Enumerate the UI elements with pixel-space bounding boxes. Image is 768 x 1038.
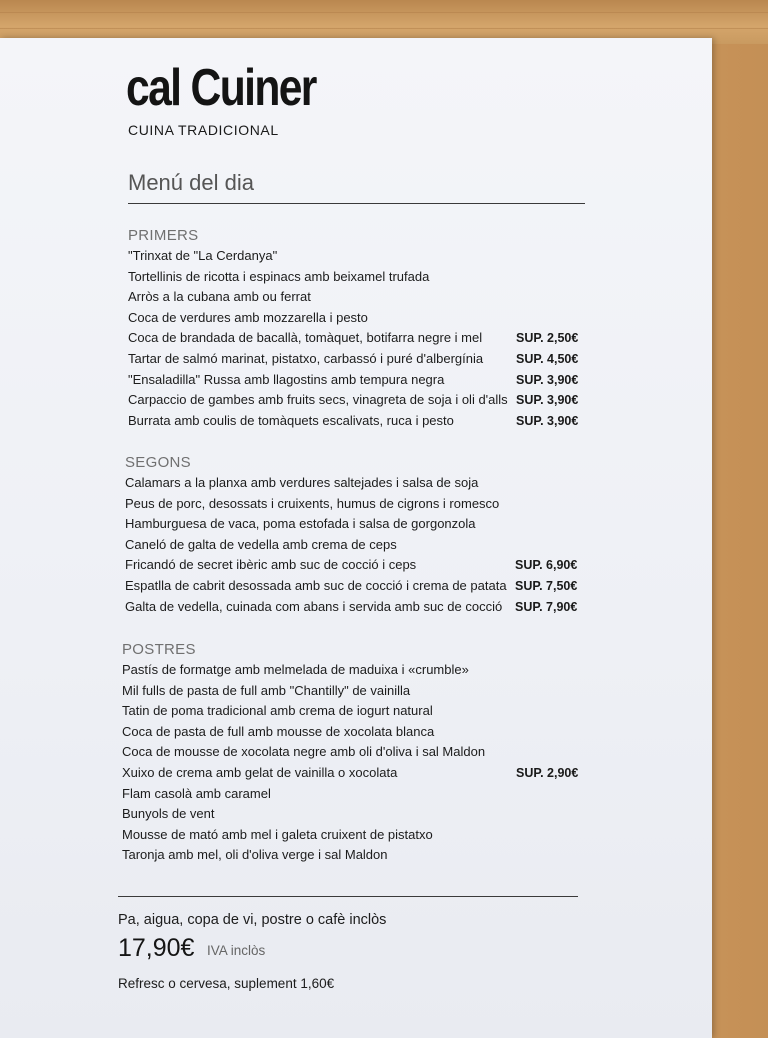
dish-name: Coca de brandada de bacallà, tomàquet, botifarra negre i mel bbox=[128, 330, 483, 346]
dish-item bbox=[128, 411, 608, 432]
dish-name: Fricandó de secret ibèric amb suc de cocció i ceps bbox=[125, 557, 417, 573]
dish-supplement: SUP. 2,50€ bbox=[516, 331, 579, 346]
dish-item bbox=[128, 246, 608, 267]
dish-item bbox=[122, 701, 602, 722]
dish-supplement: SUP. 3,90€ bbox=[516, 372, 579, 387]
dish-name: Tatin de poma tradicional amb crema de iogurt natural bbox=[122, 703, 433, 719]
section-title: SEGONS bbox=[125, 454, 191, 471]
dish-name: Pastís de formatge amb melmelada de maduixa i «crumble» bbox=[122, 662, 469, 677]
dish-list bbox=[122, 660, 602, 866]
dish-list bbox=[128, 246, 608, 431]
dish-name: Peus de porc, desossats i cruixents, humus de cigrons i romesco bbox=[125, 495, 500, 511]
footer-divider bbox=[118, 896, 578, 897]
dish-name: Espatlla de cabrit desossada amb suc de cocció i crema de patata bbox=[125, 577, 507, 593]
dish-item bbox=[128, 267, 608, 288]
dish-name: Coca de pasta de full amb mousse de xocolata blanca bbox=[122, 723, 435, 739]
dish-name: Galta de vedella, cuinada com abans i servida amb suc de cocció bbox=[125, 598, 503, 614]
dish-item bbox=[128, 328, 608, 349]
section-title: POSTRES bbox=[122, 641, 196, 658]
dish-name: Mil fulls de pasta de full amb "Chantilly" de vainilla bbox=[122, 682, 411, 698]
dish-item bbox=[128, 390, 608, 411]
dish-item bbox=[122, 804, 602, 825]
dish-supplement: SUP. 6,90€ bbox=[515, 558, 578, 573]
dish-name: "Trinxat de "La Cerdanya" bbox=[128, 248, 278, 263]
title-divider bbox=[128, 203, 585, 204]
dish-name: Coca de mousse de xocolata negre amb oli d'oliva i sal Maldon bbox=[122, 744, 486, 760]
dish-item bbox=[125, 555, 605, 576]
dish-name: Bunyols de vent bbox=[122, 806, 215, 822]
dish-item bbox=[122, 845, 602, 866]
restaurant-brand: cal Cuiner bbox=[126, 59, 316, 117]
dish-supplement: SUP. 3,90€ bbox=[516, 393, 579, 408]
dish-item bbox=[128, 308, 608, 329]
dish-item bbox=[128, 287, 608, 308]
dish-item bbox=[125, 473, 605, 494]
section-primers bbox=[128, 226, 608, 431]
dish-item bbox=[122, 681, 602, 702]
dish-list bbox=[125, 473, 605, 617]
dish-name: Xuixo de crema amb gelat de vainilla o xocolata bbox=[122, 764, 398, 780]
dish-name: Calamars a la planxa amb verdures saltejades i salsa de soja bbox=[125, 475, 479, 490]
restaurant-tagline: CUINA TRADICIONAL bbox=[128, 122, 279, 138]
dish-item bbox=[125, 535, 605, 556]
dish-name: Mousse de mató amb mel i galeta cruixent de pistatxo bbox=[122, 826, 433, 842]
dish-supplement: SUP. 7,50€ bbox=[515, 578, 578, 593]
dish-item bbox=[122, 742, 602, 763]
dish-item bbox=[122, 825, 602, 846]
drinks-supplement-text: Refresc o cervesa, suplement 1,60€ bbox=[118, 976, 335, 991]
dish-item bbox=[125, 576, 605, 597]
dish-name: Tortellinis de ricotta i espinacs amb beixamel trufada bbox=[128, 268, 430, 284]
dish-supplement: SUP. 4,50€ bbox=[516, 351, 579, 366]
dish-item bbox=[125, 514, 605, 535]
dish-supplement: SUP. 7,90€ bbox=[515, 599, 578, 614]
dish-name: "Ensaladilla" Russa amb llagostins amb tempura negra bbox=[128, 371, 445, 387]
dish-supplement: SUP. 3,90€ bbox=[516, 413, 579, 428]
dish-name: Coca de verdures amb mozzarella i pesto bbox=[128, 309, 368, 325]
section-title: PRIMERS bbox=[128, 227, 199, 244]
menu-title: Menú del dia bbox=[128, 170, 254, 195]
dish-name: Taronja amb mel, oli d'oliva verge i sal Maldon bbox=[122, 847, 388, 863]
dish-name: Carpaccio de gambes amb fruits secs, vinagreta de soja i oli d'alls bbox=[128, 392, 508, 408]
dish-item bbox=[125, 494, 605, 515]
wood-grain-line bbox=[0, 28, 768, 29]
dish-item bbox=[128, 370, 608, 391]
dish-name: Arròs a la cubana amb ou ferrat bbox=[128, 289, 311, 305]
dish-name: Hamburguesa de vaca, poma estofada i salsa de gorgonzola bbox=[125, 516, 476, 532]
dish-name: Tartar de salmó marinat, pistatxo, carbassó i puré d'albergínia bbox=[128, 350, 484, 366]
section-postres bbox=[122, 640, 602, 866]
menu-price: 17,90€ bbox=[118, 934, 195, 962]
dish-item bbox=[128, 349, 608, 370]
wood-grain-line bbox=[0, 12, 768, 13]
dish-item bbox=[125, 597, 605, 618]
dish-item bbox=[122, 763, 602, 784]
dish-name: Burrata amb coulis de tomàquets escalivats, ruca i pesto bbox=[128, 412, 454, 428]
dish-name: Flam casolà amb caramel bbox=[122, 785, 271, 801]
dish-supplement: SUP. 2,90€ bbox=[516, 765, 579, 780]
price-tax-note: IVA inclòs bbox=[207, 943, 266, 958]
dish-item bbox=[122, 722, 602, 743]
dish-item bbox=[122, 660, 602, 681]
dish-name: Caneló de galta de vedella amb crema de ceps bbox=[125, 536, 397, 552]
section-segons bbox=[125, 453, 605, 617]
dish-item bbox=[122, 784, 602, 805]
includes-text: Pa, aigua, copa de vi, postre o cafè inclòs bbox=[118, 912, 387, 928]
